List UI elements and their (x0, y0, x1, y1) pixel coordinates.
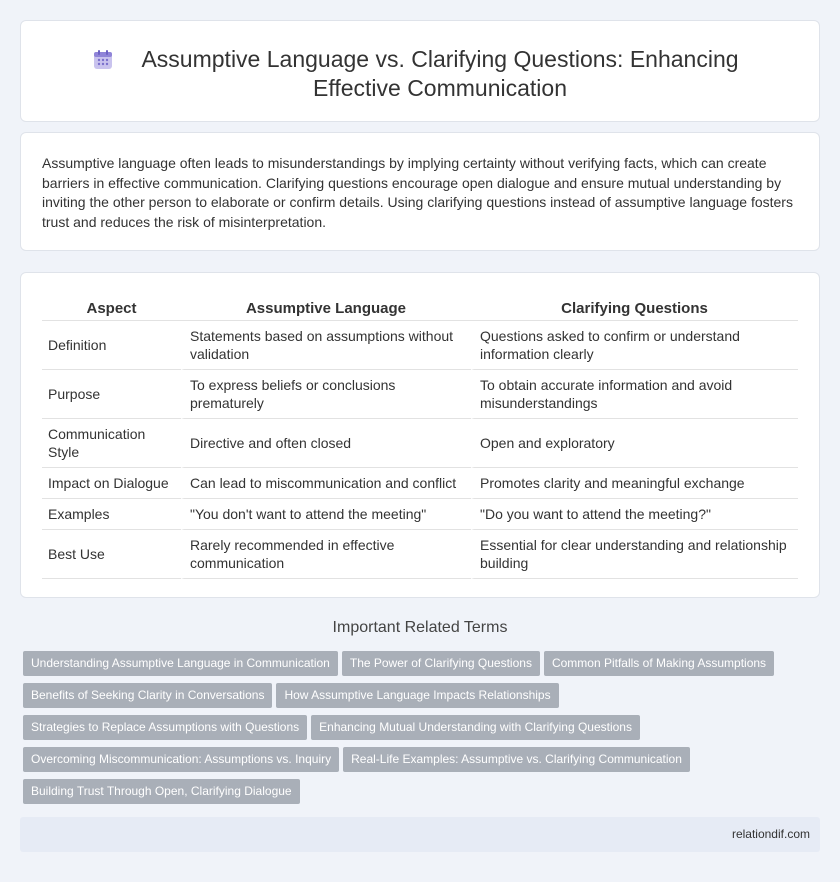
table-cell: "Do you want to attend the meeting?" (471, 499, 798, 530)
table-row (42, 530, 798, 579)
table-header-row (42, 295, 798, 321)
related-terms-title: Important Related Terms (332, 619, 508, 636)
related-term-tag[interactable]: Building Trust Through Open, Clarifying Dialogue (23, 779, 300, 804)
column-header: Aspect (42, 295, 181, 321)
intro-card (20, 132, 820, 251)
page-title: Assumptive Language vs. Clarifying Questions: Enhancing Effective Communication (141, 46, 739, 101)
title-card (20, 20, 820, 122)
table-cell: Rarely recommended in effective communication (181, 530, 471, 579)
related-term-tag[interactable]: Common Pitfalls of Making Assumptions (544, 651, 774, 676)
table-cell: Definition (42, 321, 181, 370)
table-row (42, 419, 798, 468)
table-cell: Impact on Dialogue (42, 468, 181, 499)
table-cell: To obtain accurate information and avoid misunderstandings (471, 370, 798, 419)
related-terms-list (23, 651, 803, 811)
table-cell: Essential for clear understanding and relationship building (471, 530, 798, 579)
comparison-card (20, 272, 820, 598)
table-cell: To express beliefs or conclusions prematurely (181, 370, 471, 419)
table-cell: Open and exploratory (471, 419, 798, 468)
related-term-tag[interactable]: The Power of Clarifying Questions (342, 651, 540, 676)
table-row (42, 370, 798, 419)
related-term-tag[interactable]: Real-Life Examples: Assumptive vs. Clarifying Communication (343, 747, 690, 772)
table-cell: Promotes clarity and meaningful exchange (471, 468, 798, 499)
table-row (42, 499, 798, 530)
related-term-tag[interactable]: Understanding Assumptive Language in Communication (23, 651, 338, 676)
table-cell: Questions asked to confirm or understand information clearly (471, 321, 798, 370)
related-term-tag[interactable]: Strategies to Replace Assumptions with Questions (23, 715, 307, 740)
related-term-tag[interactable]: Enhancing Mutual Understanding with Clarifying Questions (311, 715, 640, 740)
table-cell: Examples (42, 499, 181, 530)
table-row (42, 468, 798, 499)
related-term-tag[interactable]: How Assumptive Language Impacts Relationships (276, 683, 558, 708)
footer-site-link[interactable]: relationdif.com (731, 827, 810, 841)
column-header: Assumptive Language (181, 295, 471, 321)
table-cell: Best Use (42, 530, 181, 579)
related-term-tag[interactable]: Benefits of Seeking Clarity in Conversations (23, 683, 272, 708)
table-cell: Communication Style (42, 419, 181, 468)
table-cell: Directive and often closed (181, 419, 471, 468)
intro-paragraph: Assumptive language often leads to misunderstandings by implying certainty without verifying facts, which can create barriers in effective communication. Clarifying questions encourage open dialogue and ensure mutual understanding by inviting the other person to elaborate or confirm details. Using clarifying questions instead of assumptive language fosters trust and reduces the risk of misinterpretation. (42, 155, 793, 230)
table-cell: Can lead to miscommunication and conflict (181, 468, 471, 499)
table-cell: Purpose (42, 370, 181, 419)
table-cell: "You don't want to attend the meeting" (181, 499, 471, 530)
table-cell: Statements based on assumptions without validation (181, 321, 471, 370)
table-row (42, 321, 798, 370)
footer (20, 817, 820, 852)
related-term-tag[interactable]: Overcoming Miscommunication: Assumptions vs. Inquiry (23, 747, 339, 772)
comparison-table (42, 295, 798, 579)
column-header: Clarifying Questions (471, 295, 798, 321)
